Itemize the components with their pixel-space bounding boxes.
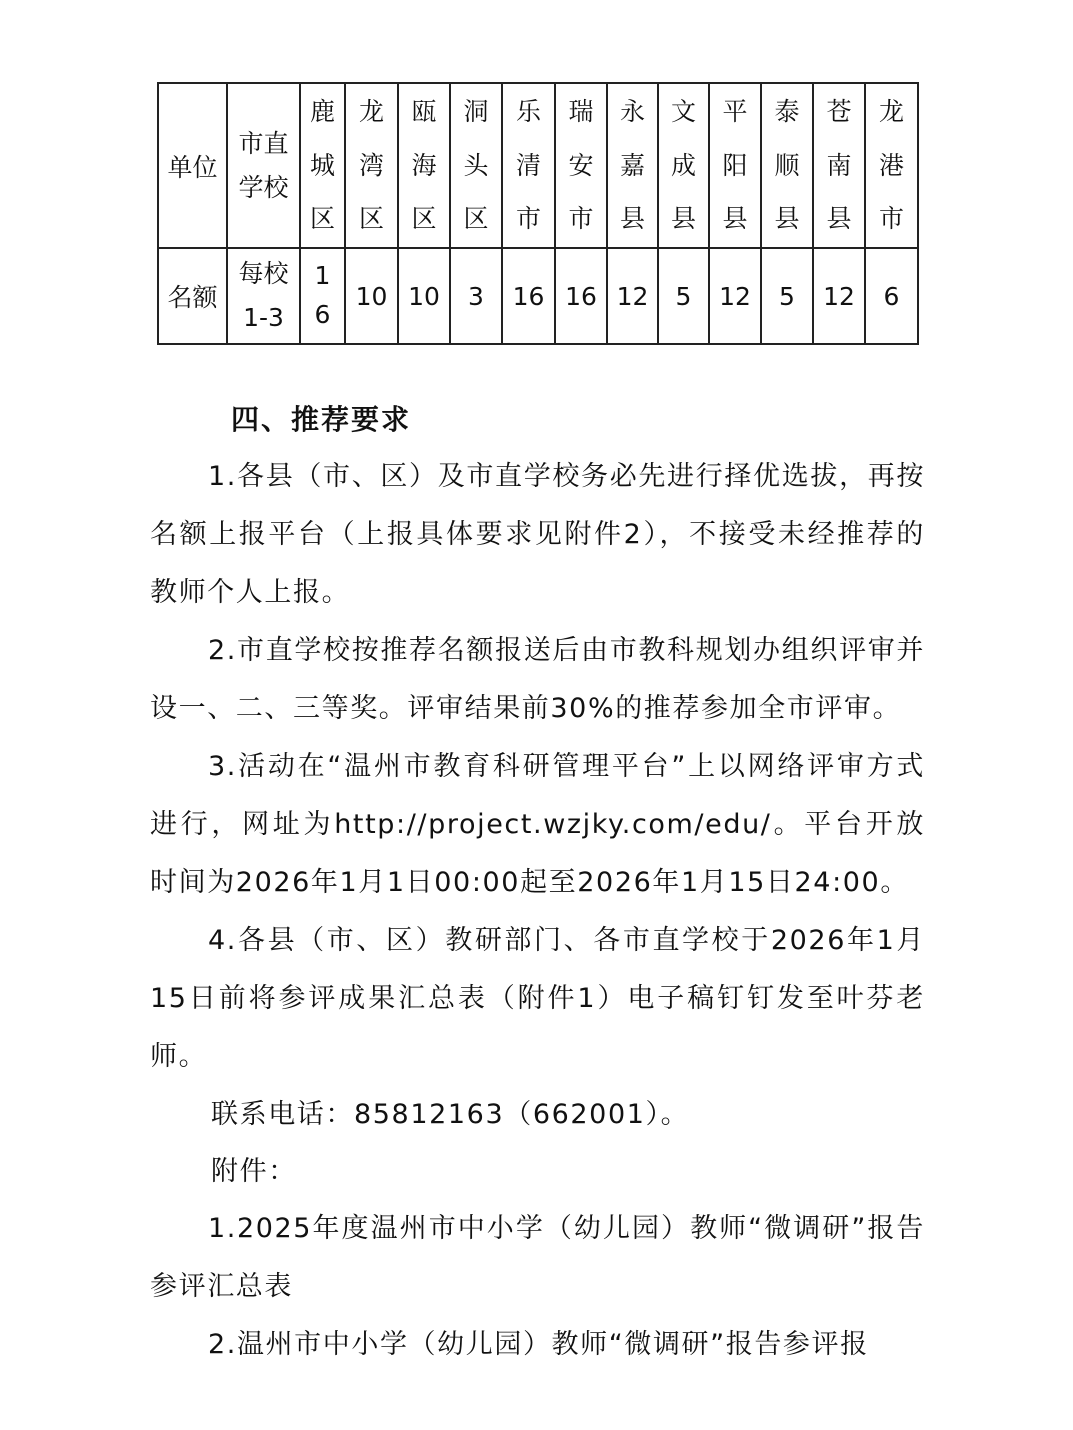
section-heading: 四、推荐要求	[231, 403, 412, 436]
quota-value-cell: 5	[658, 248, 709, 344]
header-cell-district: 永嘉县	[607, 83, 658, 248]
header-cell-district: 龙港市	[865, 83, 918, 248]
quota-value-cell: 12	[813, 248, 865, 344]
paragraph-requirement-1: 1.各县（市、区）及市直学校务必先进行择优选拔，再按名额上报平台（上报具体要求见附件2），不接受未经推荐的教师个人上报。	[150, 461, 925, 608]
header-cell-district: 苍南县	[813, 83, 865, 248]
header-cell-district: 瓯海区	[398, 83, 450, 248]
table-header-row	[158, 83, 918, 248]
paragraph-requirement-3: 3.活动在“温州市教育科研管理平台”上以网络评审方式进行，网址为http://project.wzjky.com/edu/。平台开放时间为2026年1月1日00:00起至2026年1月15日24:00。	[150, 751, 925, 898]
quota-value-cell: 5	[761, 248, 813, 344]
header-cell-district: 乐清市	[502, 83, 555, 248]
header-cell-city-school: 市直学校	[227, 83, 300, 248]
attachment-item-2: 2.温州市中小学（幼儿园）教师“微调研”报告参评报	[208, 1329, 869, 1360]
header-cell-district: 洞头区	[450, 83, 502, 248]
quota-table	[157, 82, 919, 345]
header-cell-district: 文成县	[658, 83, 709, 248]
quota-value-cell: 16	[300, 248, 345, 344]
quota-value-cell: 12	[709, 248, 761, 344]
attachments-label: 附件：	[211, 1156, 297, 1187]
quota-value-cell: 3	[450, 248, 502, 344]
header-cell-district: 鹿城区	[300, 83, 345, 248]
attachment-item-1: 1.2025年度温州市中小学（幼儿园）教师“微调研”报告参评汇总表	[150, 1213, 925, 1302]
header-cell-district: 平阳县	[709, 83, 761, 248]
quota-label-cell: 名额	[158, 248, 227, 344]
quota-value-cell: 16	[555, 248, 607, 344]
paragraph-requirement-2: 2.市直学校按推荐名额报送后由市教科规划办组织评审并设一、二、三等奖。评审结果前30%的推荐参加全市评审。	[150, 635, 925, 724]
contact-line: 联系电话：85812163（662001）。	[211, 1099, 690, 1130]
header-cell-district: 泰顺县	[761, 83, 813, 248]
quota-value-cell: 10	[398, 248, 450, 344]
paragraph-requirement-4: 4.各县（市、区）教研部门、各市直学校于2026年1月15日前将参评成果汇总表（附件1）电子稿钉钉发至叶芬老师。	[150, 925, 925, 1072]
header-cell-district: 瑞安市	[555, 83, 607, 248]
header-cell-unit: 单位	[158, 83, 227, 248]
table-quota-row	[158, 248, 918, 344]
quota-value-cell: 12	[607, 248, 658, 344]
quota-value-cell: 6	[865, 248, 918, 344]
quota-value-cell: 10	[345, 248, 398, 344]
quota-value-cell: 16	[502, 248, 555, 344]
header-cell-district: 龙湾区	[345, 83, 398, 248]
quota-city-school-cell: 每校1-3	[227, 248, 300, 344]
